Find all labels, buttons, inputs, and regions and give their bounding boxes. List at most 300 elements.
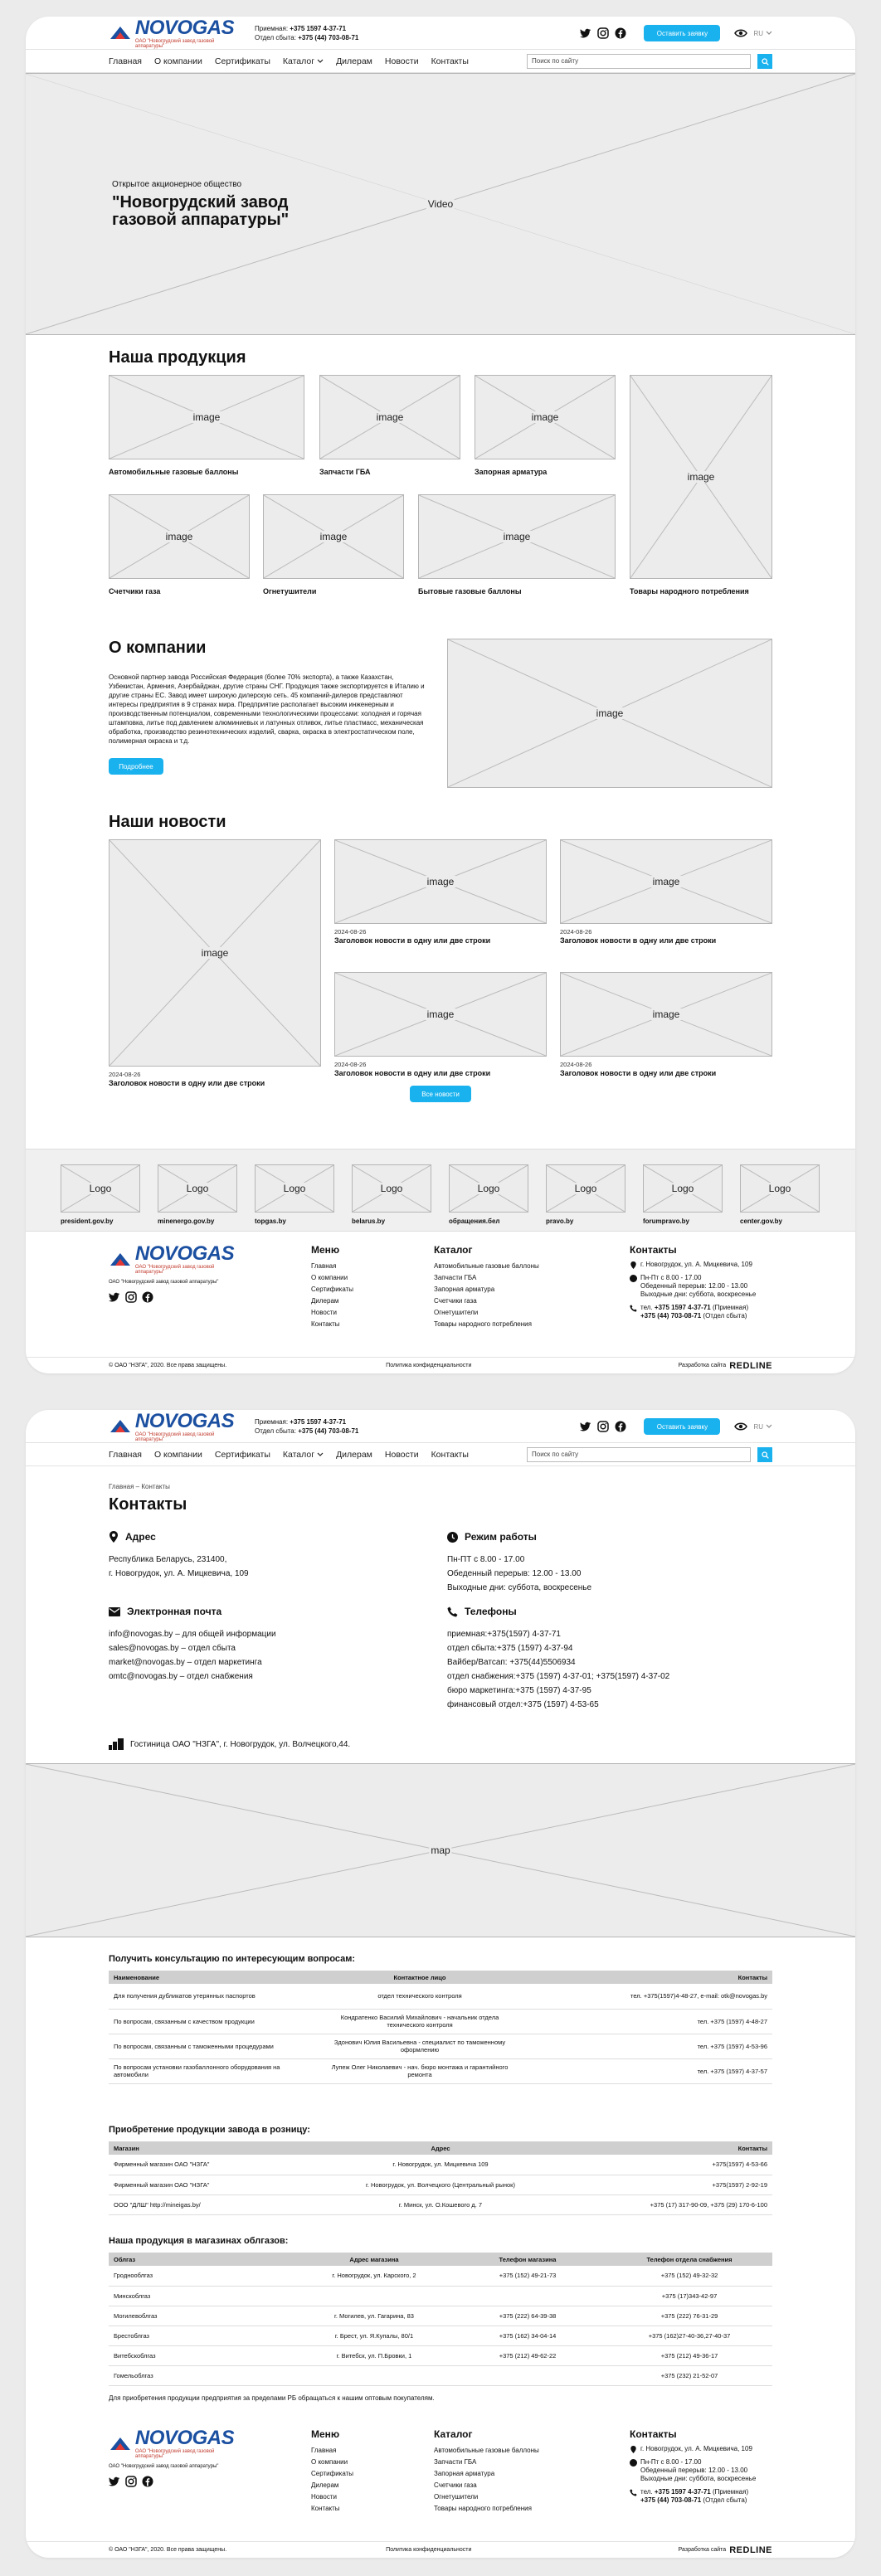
table-cell: Фирменный магазин ОАО "НЗГА" [109,2175,316,2194]
search-input[interactable]: Поиск по сайту [527,1447,751,1462]
home-page [26,17,855,1373]
logo-tagline: ОАО "Новогрудский завод газовой аппаратуры" [134,38,215,49]
table-header-row [109,2141,772,2155]
footer-menu-item[interactable]: Новости [311,2493,337,2501]
table-cell: +375 (152) 49-21-73 [449,2266,606,2286]
table-cell: +375 (222) 64-39-38 [449,2306,606,2326]
product-title[interactable]: Огнетушители [263,587,317,595]
table-header-cell: Контактное лицо [316,1971,523,1984]
product-image[interactable] [109,494,250,579]
footer-catalog [434,1244,539,1330]
logo-wordmark: NOVOGAS [134,1410,235,1432]
nav-item-news[interactable]: Новости [384,56,419,66]
partner-name: forumpravo.by [643,1218,690,1225]
table-header-row [109,1971,772,1984]
facebook-icon[interactable] [142,2476,153,2487]
product-title[interactable]: Товары народного потребления [630,587,749,595]
table-row [109,2155,772,2175]
footer-hours: Пн-Пт с 8.00 - 17.00 [640,2458,702,2466]
instagram-icon[interactable] [597,27,609,39]
nav-item-news[interactable]: Новости [384,1450,419,1460]
breadcrumb: Главная – Контакты [109,1483,170,1490]
logo-icon [109,1417,132,1436]
partner-logo[interactable] [449,1164,528,1225]
logo-wordmark: NOVOGAS [134,1242,235,1265]
footer-catalog-item[interactable]: Запчасти ГБА [434,2458,477,2466]
table-cell: г. Витебск, ул. П.Бровки, 1 [299,2345,449,2365]
products-title: Наша продукция [109,348,246,367]
consult-section [109,1954,772,2084]
contacts-content [109,1483,772,1514]
hero-video[interactable] [26,73,855,335]
placeholder-label: Logo [380,1183,403,1194]
table-cell: Кондратенко Василий Михайлович - начальник отдела технического контроля [316,2009,523,2034]
footer-catalog-item[interactable]: Огнетушители [434,2493,479,2501]
news-date: 2024-08-26 [560,1061,592,1068]
news-date: 2024-08-26 [334,928,367,936]
product-title[interactable]: Запорная арматура [475,468,548,476]
table-header-cell: Контакты [565,2141,772,2155]
search-button[interactable] [757,1447,772,1462]
placeholder-label: image [531,411,559,423]
hours-block [447,1531,772,1595]
hero-kicker: Открытое акционерное общество [112,180,242,189]
nav-item-certificates[interactable]: Сертификаты [214,56,270,66]
developer-label: Разработка сайта [678,2547,727,2553]
footer-menu-item[interactable]: Дилерам [311,2481,339,2489]
order-button[interactable]: Оставить заявку [644,1418,720,1435]
footer-bottom-bar [26,1357,855,1373]
table-header-cell: Телефон магазина [449,2253,606,2266]
table-row [109,2058,772,2083]
footer-phone-link[interactable]: +375 (44) 703-08-71 [640,1312,702,1320]
table-cell: г. Могилев, ул. Гагарина, 83 [299,2306,449,2326]
phone2-link[interactable]: +375 (44) 703-08-71 [298,1427,359,1435]
nav-item-contacts[interactable]: Контакты [431,56,469,66]
footer-menu-item[interactable]: Главная [311,1262,337,1270]
table-cell: г. Новогрудок, ул. Волчецкого (Центральный рынок) [316,2175,565,2194]
product-title[interactable]: Запчасти ГБА [319,468,371,476]
twitter-icon[interactable] [580,27,591,39]
nav-catalog-label: Каталог [282,1450,315,1460]
about-section [109,639,772,804]
clock-icon [630,2459,637,2467]
logo[interactable] [109,1412,245,1442]
email-line[interactable]: omtc@novogas.by – отдел снабжения [109,1672,253,1681]
table-cell: Брестоблгаз [109,2326,299,2345]
logo[interactable] [109,18,245,49]
footer-catalog-item[interactable]: Счетчики газа [434,2481,477,2489]
table-row [109,2365,772,2385]
table-cell: +375 (17)343-42-97 [606,2286,772,2306]
table-cell: По вопросам, связанным с качеством продукции [109,2009,316,2034]
placeholder-label: image [652,876,680,887]
partners-strip [26,1149,855,1232]
news-section [109,813,772,1128]
table-cell: тел. +375 (1597) 4-37-57 [523,2058,772,2083]
hero-title [112,194,289,229]
table-cell: отдел технического контроля [316,1984,523,2009]
news-headline[interactable]: Заголовок новости в одну или две строки [560,936,717,945]
product-title[interactable]: Бытовые газовые баллоны [418,587,522,595]
search-icon [762,1451,769,1459]
product-image[interactable] [319,375,460,459]
partner-name: обращения.бел [449,1218,500,1225]
product-image[interactable] [475,375,616,459]
table-cell: +375 (232) 21-52-07 [606,2365,772,2385]
twitter-icon[interactable] [109,1291,120,1303]
footer-catalog-item[interactable]: Товары народного потребления [434,2505,532,2512]
product-image[interactable] [418,494,616,579]
about-more-button[interactable]: Подробнее [109,758,163,775]
footer-catalog [434,2428,539,2515]
table-cell [299,2365,449,2385]
clock-icon [447,1532,458,1543]
partner-logo-image [158,1164,237,1213]
phone2-link[interactable]: +375 (44) 703-08-71 [298,34,359,41]
news-headline[interactable]: Заголовок новости в одну или две строки [334,936,491,945]
placeholder-label: image [426,876,455,887]
table-cell [449,2286,606,2306]
placeholder-label: Logo [283,1183,306,1194]
partner-logo[interactable] [546,1164,625,1225]
partner-name: pravo.by [546,1218,574,1225]
nav-item-certificates[interactable]: Сертификаты [214,1450,270,1460]
footer-catalog-item[interactable]: Автомобильные газовые баллоны [434,1262,539,1270]
phones-lines [447,1627,772,1712]
chevron-down-icon [317,1452,324,1457]
footer-menu-item[interactable]: Главная [311,2447,337,2454]
product-image[interactable] [109,375,304,459]
logo-icon [109,24,132,42]
table-row [109,2326,772,2345]
regional-table [109,2253,772,2386]
footer-catalog-item[interactable]: Счетчики газа [434,1297,477,1305]
table-header-cell: Адрес магазина [299,2253,449,2266]
email-lines [109,1627,432,1684]
table-cell: Могилевоблгаз [109,2306,299,2326]
address-title: Адрес [125,1531,156,1543]
partner-name: center.gov.by [740,1218,782,1225]
partner-logo-image [449,1164,528,1213]
phone-line[interactable]: отдел снабжения:+375 (1597) 4-37-01; +375(1597) 4-37-02 [447,1672,670,1681]
footer-phone-note: (Отдел сбыта) [703,1312,747,1320]
footer-contacts [630,1244,772,1325]
footer-catalog-item[interactable]: Огнетушители [434,1309,479,1316]
tel-prefix: тел. [640,1304,653,1311]
all-news-button[interactable]: Все новости [410,1086,471,1102]
chevron-down-icon [317,59,324,64]
nav-item-dealers[interactable]: Дилерам [336,1450,372,1460]
partner-name: president.gov.by [61,1218,114,1225]
contacts-page [26,1410,855,2558]
product-title[interactable]: Счетчики газа [109,587,161,595]
footer-phone-note: (Приемная) [712,2488,749,2496]
language-select[interactable] [753,1423,772,1431]
footer-catalog-item[interactable]: Автомобильные газовые баллоны [434,2447,539,2454]
partner-logo-image [740,1164,820,1213]
placeholder-label: image [652,1009,680,1020]
email-title: Электронная почта [127,1606,222,1617]
partner-logo[interactable] [255,1164,334,1225]
facebook-icon[interactable] [615,27,626,39]
map[interactable] [26,1763,855,1937]
footer-tagline: ОАО "Новогрудский завод газовой аппаратуры" [109,1280,219,1285]
phone2-label: Отдел сбыта: [255,1427,296,1435]
footer-menu-item[interactable]: Дилерам [311,1297,339,1305]
nav-item-catalog[interactable] [283,56,324,66]
table-cell: Здонович Юлия Васильевна - специалист по таможенному оформлению [316,2034,523,2058]
partner-logo[interactable] [158,1164,237,1225]
partner-logo-image [352,1164,431,1213]
regional-section [109,2236,772,2402]
table-cell: г. Брест, ул. Я.Купалы, 80/1 [299,2326,449,2345]
news-image[interactable] [560,839,772,924]
news-date: 2024-08-26 [334,1061,367,1068]
table-row [109,2345,772,2365]
email-line[interactable]: sales@novogas.by – отдел сбыта [109,1644,236,1653]
hotel-line [109,1738,350,1750]
table-row [109,2175,772,2194]
hotel-text: Гостиница ОАО "НЗГА", г. Новогрудок, ул. Волчецкого,44. [130,1739,351,1749]
site-footer [26,1244,855,1344]
news-image[interactable] [334,972,547,1057]
hours-line: Выходные дни: суббота, воскресенье [447,1583,592,1592]
eye-icon[interactable] [734,28,747,38]
table-cell: тел. +375 (1597) 4-48-27 [523,2009,772,2034]
footer-logo[interactable] [109,1244,245,1303]
footer-menu-title: Меню [311,2428,340,2440]
phone-line[interactable]: бюро маркетинга:+375 (1597) 4-37-95 [447,1686,591,1695]
language-value: RU [753,1422,763,1431]
footer-menu-item[interactable]: Контакты [311,2505,340,2512]
placeholder-label: Logo [89,1183,112,1194]
table-row [109,2194,772,2214]
logo-icon [109,2435,132,2453]
footer-phone-note: (Приемная) [712,1304,749,1311]
header-phones [255,24,358,42]
about-image [447,639,772,788]
retail-title: Приобретение продукции завода в розницу: [109,2125,310,2135]
facebook-icon[interactable] [142,1291,153,1303]
twitter-icon[interactable] [580,1421,591,1432]
privacy-link[interactable]: Политика конфиденциальности [386,2547,472,2553]
placeholder-label: image [319,531,348,542]
footer-contacts-title: Контакты [630,2428,677,2440]
footer-catalog-item[interactable]: Запорная арматура [434,1286,495,1293]
order-button[interactable]: Оставить заявку [644,25,720,41]
table-cell: ООО "ДЛШ" http://mineigas.by/ [109,2194,316,2214]
partner-logo[interactable] [643,1164,723,1225]
site-header [26,1410,855,1443]
table-cell: Витебскоблгаз [109,2345,299,2365]
nav-item-catalog[interactable] [283,1450,324,1460]
phones-title: Телефоны [465,1606,517,1617]
product-image[interactable] [263,494,404,579]
news-date: 2024-08-26 [560,928,592,936]
address-line: г. Новогрудок, ул. А. Мицкевича, 109 [109,1569,249,1578]
chevron-down-icon [766,1424,772,1429]
phone1-label: Приемная: [255,1418,289,1426]
table-cell: +375 (212) 49-62-22 [449,2345,606,2365]
facebook-icon[interactable] [615,1421,626,1432]
table-row [109,2009,772,2034]
news-image[interactable] [334,839,547,924]
phone-line[interactable]: финансовый отдел:+375 (1597) 4-53-65 [447,1700,599,1709]
footer-catalog-item[interactable]: Запчасти ГБА [434,1274,477,1281]
phone-icon [630,1305,637,1312]
hero-title-line1: "Новогрудский завод [112,193,289,211]
copyright: © ОАО "НЗГА", 2020. Все права защищены. [109,1363,227,1368]
site-header [26,17,855,50]
map-placeholder-label: map [431,1845,450,1856]
nav-item-about[interactable]: О компании [153,1450,202,1460]
partner-logo[interactable] [352,1164,431,1225]
retail-table [109,2141,772,2215]
footer-menu-item[interactable]: Контакты [311,1320,340,1328]
language-select[interactable] [753,30,772,37]
table-cell: +375 (212) 49-36-17 [606,2345,772,2365]
table-header-cell: Магазин [109,2141,316,2155]
phone-line[interactable]: отдел сбыта:+375 (1597) 4-37-94 [447,1644,573,1653]
footer-phone-link[interactable]: +375 (44) 703-08-71 [640,2496,702,2504]
page-title: Контакты [109,1495,187,1514]
placeholder-label: Logo [574,1183,597,1194]
phone2-label: Отдел сбыта: [255,34,296,41]
news-date: 2024-08-26 [109,1071,141,1078]
email-line[interactable]: market@novogas.by – отдел маркетинга [109,1658,262,1667]
partner-name: topgas.by [255,1218,286,1225]
partner-logo-image [643,1164,723,1213]
footer-hours: Пн-Пт с 8.00 - 17.00 [640,1274,702,1281]
table-cell: +375 (17) 317-90-09, +375 (29) 170-6-100 [565,2194,772,2214]
hours-line: Пн-ПТ с 8.00 - 17.00 [447,1555,525,1564]
instagram-icon[interactable] [597,1421,609,1432]
news-headline[interactable]: Заголовок новости в одну или две строки [109,1079,265,1087]
tel-prefix: тел. [640,2488,653,2496]
location-pin-icon [630,1261,637,1269]
developer-logo[interactable]: REDLINE [729,1360,772,1371]
table-header-row [109,2253,772,2266]
footer-logo[interactable] [109,2428,245,2487]
consult-table [109,1971,772,2084]
table-header-cell: Контакты [523,1971,772,1984]
footer-menu-item[interactable]: Сертификаты [311,1286,354,1293]
email-block [109,1606,432,1684]
placeholder-label: image [503,531,531,542]
eye-icon[interactable] [734,1422,747,1431]
search-input[interactable]: Поиск по сайту [527,54,751,69]
table-header-cell: Телефон отдела снабжения [606,2253,772,2266]
placeholder-label: image [376,411,404,423]
footer-menu-item[interactable]: О компании [311,2458,348,2466]
products-section [109,348,772,614]
main-nav [26,50,855,73]
nav-item-contacts[interactable]: Контакты [431,1450,469,1460]
nav-item-home[interactable]: Главная [109,56,142,66]
footer-phone-link[interactable]: +375 1597 4-37-71 [654,1304,711,1311]
developer-logo[interactable]: REDLINE [729,2544,772,2555]
video-placeholder-label: Video [427,198,454,210]
table-cell: Минскоблгаз [109,2286,299,2306]
footer-menu-item[interactable]: Сертификаты [311,2470,354,2477]
footer-menu-item[interactable]: Новости [311,1309,337,1316]
email-line[interactable]: info@novogas.by – для общей информации [109,1630,276,1639]
table-cell: +375(1597) 2-92-19 [565,2175,772,2194]
product-title[interactable]: Автомобильные газовые баллоны [109,468,239,476]
partner-logo-image [61,1164,140,1213]
placeholder-label: image [165,531,193,542]
footer-phone-link[interactable]: +375 1597 4-37-71 [654,2488,711,2496]
table-cell: Фирменный магазин ОАО "НЗГА" [109,2155,316,2175]
phone1-label: Приемная: [255,25,289,32]
footer-tagline: ОАО "Новогрудский завод газовой аппаратуры" [109,2464,219,2469]
phone-line[interactable]: приемная:+375(1597) 4-37-71 [447,1630,561,1639]
placeholder-label: Logo [671,1183,694,1194]
news-headline[interactable]: Заголовок новости в одну или две строки [334,1069,491,1077]
table-cell: +375 (162)27-40-36,27-40-37 [606,2326,772,2345]
about-title: О компании [109,639,207,657]
table-header-cell: Облгаз [109,2253,299,2266]
news-image[interactable] [560,972,772,1057]
footer-menu-item[interactable]: О компании [311,1274,348,1281]
envelope-icon [109,1607,120,1616]
nav-item-dealers[interactable]: Дилерам [336,56,372,66]
nav-item-about[interactable]: О компании [153,56,202,66]
twitter-icon[interactable] [109,2476,120,2487]
privacy-link[interactable]: Политика конфиденциальности [386,1363,472,1368]
placeholder-label: image [687,471,715,483]
footer-catalog-item[interactable]: Запорная арматура [434,2470,495,2477]
product-image[interactable] [630,375,772,579]
table-cell: тел. +375(1597)4-48-27, e-mail: otk@novogas.by [523,1984,772,2009]
phone1-link[interactable]: +375 1597 4-37-71 [290,25,347,32]
placeholder-label: Logo [186,1183,209,1194]
news-image[interactable] [109,839,321,1067]
phone1-link[interactable]: +375 1597 4-37-71 [290,1418,347,1426]
logo-tagline: ОАО "Новогрудский завод газовой аппаратуры" [134,1265,215,1275]
instagram-icon[interactable] [125,1291,137,1303]
footer-catalog-title: Каталог [434,2428,473,2440]
retail-section [109,2125,772,2215]
footer-menu-title: Меню [311,1244,340,1256]
hours-title: Режим работы [465,1531,537,1543]
footer-menu [311,2428,353,2515]
partner-logo[interactable] [61,1164,140,1225]
table-header-cell: Адрес [316,2141,565,2155]
partner-name: belarus.by [352,1218,386,1225]
search-button[interactable] [757,54,772,69]
partner-name: minenergo.gov.by [158,1218,215,1225]
nav-item-home[interactable]: Главная [109,1450,142,1460]
phone-line[interactable]: Вайбер/Ватсап: +375(44)5506934 [447,1658,576,1667]
footer-hours: Выходные дни: суббота, воскресенье [640,1290,757,1298]
hero-title-line2: газовой аппаратуры" [112,211,290,229]
table-row [109,2034,772,2058]
instagram-icon[interactable] [125,2476,137,2487]
news-headline[interactable]: Заголовок новости в одну или две строки [560,1069,717,1077]
footer-catalog-item[interactable]: Товары народного потребления [434,1320,532,1328]
partner-logo[interactable] [740,1164,820,1225]
footer-hours: Обеденный перерыв: 12.00 - 13.00 [640,1282,748,1290]
table-row [109,2266,772,2286]
table-cell [299,2286,449,2306]
location-pin-icon [630,2446,637,2453]
table-cell: г. Минск, ул. О.Кошевого д. 7 [316,2194,565,2214]
table-cell: +375(1597) 4-53-66 [565,2155,772,2175]
developer-label: Разработка сайта [678,1363,727,1368]
about-text: Основной партнер завода Российская Федерация (более 70% экспорта), а также Казахстан, Узбекистан, Армения, Азербайджан, другие страны СНГ. Продукция также экспортируется в Италию и другие страны ЕС. Завод имеет широкую дилерскую сеть. 45 компаний-дилеров представляют интересы предприятия в 9 странах мира. Предприятие располагает высоким инженерным и производственным потенциалом, современными технологическими процессами: холодная и горячая штамповка, литье под давлением алюминиевых и латунных отливок, литье пластмасс, механическая обработка, производство резинотехнических изделий, сварка, окраска в электростатическом поле, полимерная окраска и т.д. [109,673,425,745]
